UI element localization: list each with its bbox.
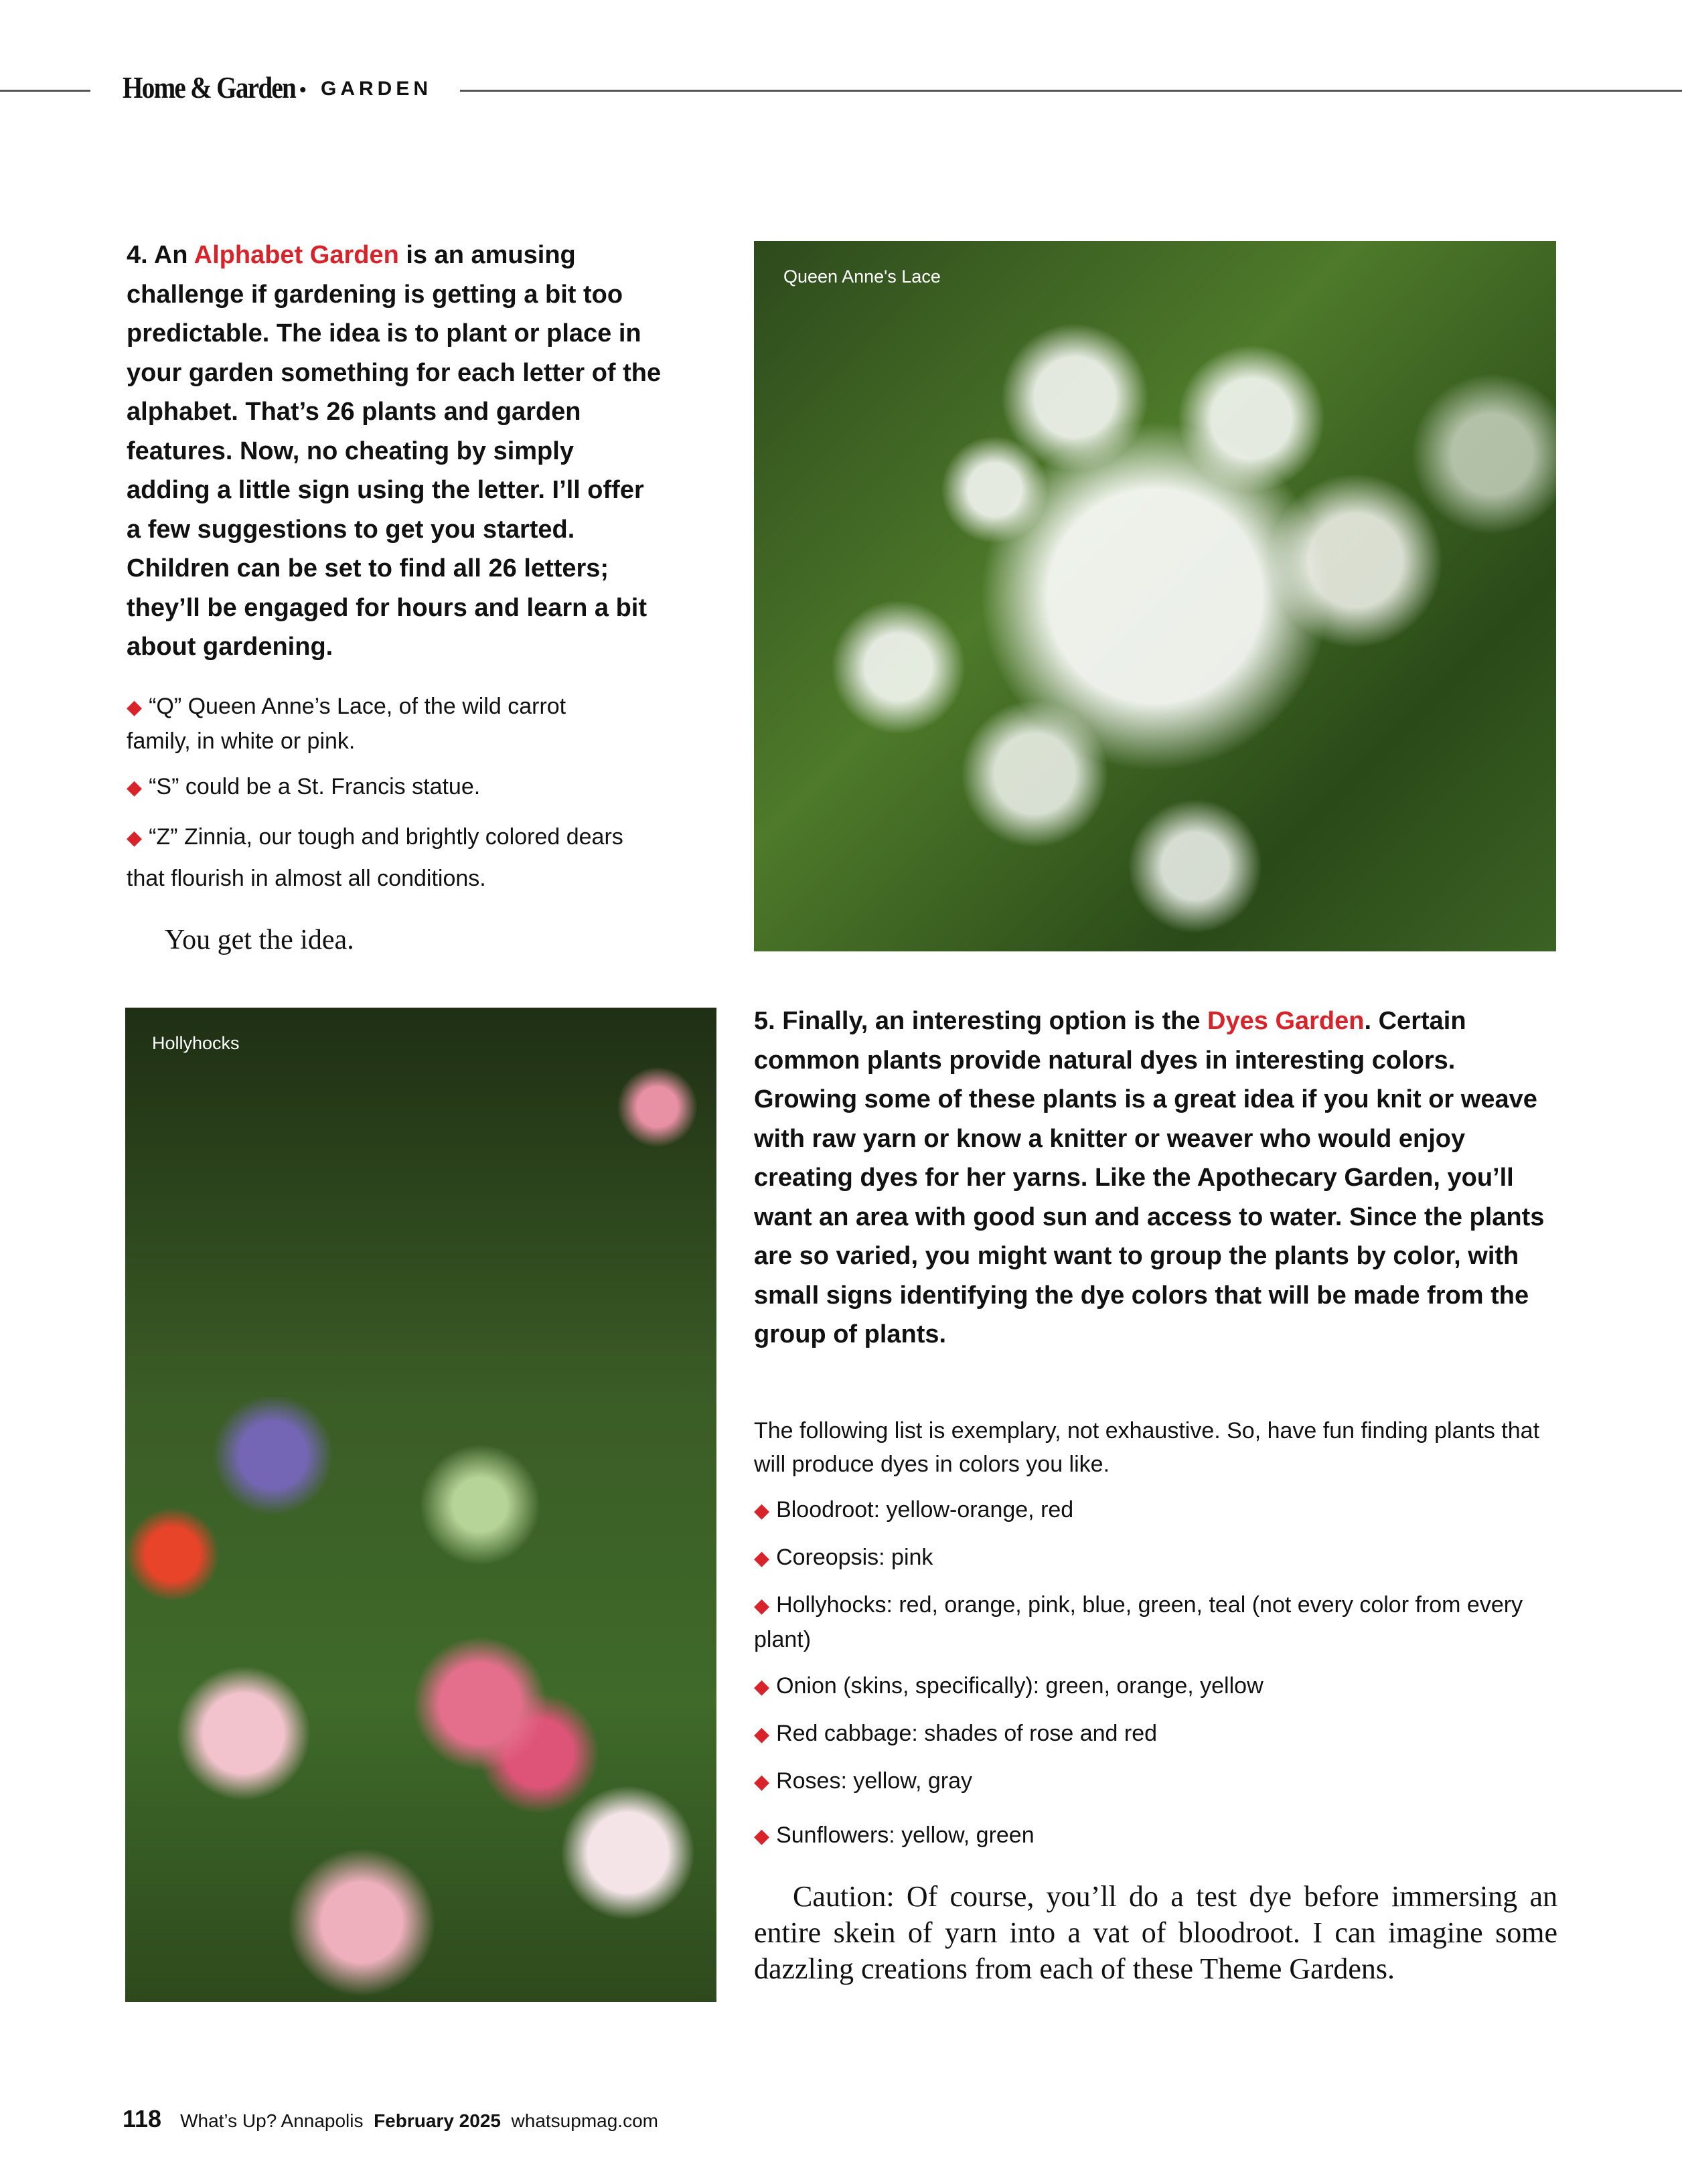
alphabet-garden-lead: [127, 236, 662, 667]
page-number: 118: [123, 2105, 162, 2132]
bullet-text: “Z” Zinnia, our tough and brightly colored dears that flourish in almost all conditions.: [127, 824, 623, 891]
bullet-text: Hollyhocks: red, orange, pink, blue, green, teal (not every color from every plant): [754, 1592, 1523, 1652]
lead-text: 4. An: [127, 241, 194, 269]
diamond-bullet-icon: ◆: [754, 1500, 770, 1522]
list-item: [127, 690, 635, 758]
list-item: [127, 770, 635, 805]
list-item: [754, 1493, 1557, 1528]
header-separator: •: [299, 79, 307, 101]
bullet-text: “Q” Queen Anne’s Lace, of the wild carrot family, in white or pink.: [127, 694, 566, 754]
magazine-logo: Home & Garden: [123, 70, 296, 104]
photo-caption: Hollyhocks: [152, 1033, 240, 1053]
bullet-text: Bloodroot: yellow-orange, red: [776, 1497, 1074, 1523]
dyes-garden-lead: [754, 1002, 1564, 1354]
list-item: [754, 1764, 1557, 1799]
list-item: [754, 1541, 1557, 1575]
diamond-bullet-icon: ◆: [127, 777, 143, 799]
diamond-bullet-icon: ◆: [754, 1723, 770, 1745]
issue-date: February 2025: [374, 2110, 501, 2131]
bullet-text: Roses: yellow, gray: [776, 1768, 972, 1794]
photo-caption: Queen Anne's Lace: [783, 266, 941, 287]
diamond-bullet-icon: ◆: [754, 1595, 770, 1617]
diamond-bullet-icon: ◆: [754, 1771, 770, 1793]
diamond-bullet-icon: ◆: [754, 1547, 770, 1569]
alphabet-bullet-list: [127, 690, 635, 899]
hollyhocks-photo: [125, 1008, 716, 2002]
diamond-bullet-icon: ◆: [754, 1676, 770, 1698]
caution-paragraph: Caution: Of course, you’ll do a test dye before immersing an entire skein of yarn into a vat of bloodroot. I can imagine some dazzling creations from each of these Theme Gardens.: [754, 1880, 1557, 1985]
lead-highlight: Dyes Garden: [1207, 1007, 1365, 1035]
list-item: [754, 1588, 1557, 1656]
closing-line: You get the idea.: [165, 925, 354, 955]
dyes-intro: The following list is exemplary, not exhaustive. So, have fun finding plants that will produce dyes in colors you like.: [754, 1418, 1540, 1477]
list-item: [754, 1717, 1557, 1751]
bullet-text: Red cabbage: shades of rose and red: [776, 1721, 1158, 1746]
bullet-text: Coreopsis: pink: [776, 1545, 933, 1570]
lead-text: 5. Finally, an interesting option is the: [754, 1007, 1208, 1035]
dye-plant-list: [754, 1493, 1557, 1853]
magazine-name: What’s Up? Annapolis: [180, 2110, 364, 2131]
queen-annes-lace-photo: [754, 241, 1556, 951]
lead-highlight: Alphabet Garden: [194, 241, 399, 269]
diamond-bullet-icon: ◆: [127, 696, 143, 718]
diamond-bullet-icon: ◆: [127, 827, 143, 849]
lead-text: is an amusing challenge if gardening is getting a bit too predictable. The idea is to plant or place in your garden something for each letter of the alphabet. That’s 26 plants and garden features. Now, no cheating by simply adding a little sign using the letter. I’ll offer a few suggestions to get you started. Children can be set to find all 26 letters; they’ll be engaged for hours and learn a bit about gardening.: [127, 241, 662, 661]
website[interactable]: whatsupmag.com: [511, 2110, 658, 2131]
diamond-bullet-icon: ◆: [754, 1825, 770, 1847]
header-rule-left: [0, 90, 90, 92]
section-label: GARDEN: [321, 78, 433, 100]
bullet-text: Onion (skins, specifically): green, orange, yellow: [776, 1673, 1264, 1699]
bullet-text: Sunflowers: yellow, green: [776, 1822, 1035, 1848]
bullet-text: “S” could be a St. Francis statue.: [149, 774, 481, 799]
header-rule-right: [460, 90, 1682, 92]
lead-text: . Certain common plants provide natural dyes in interesting colors. Growing some of these plants is a great idea if you knit or weave with raw yarn or know a knitter or weaver who would enjoy creating dyes for her yarns. Like the Apothecary Garden, you’ll want an area with good sun and access to water. Since the plants are so varied, you might want to group the plants by color, with small signs identifying the dye colors that will be made from the group of plants.: [754, 1007, 1545, 1348]
page-footer: [123, 2105, 658, 2133]
list-item: [754, 1669, 1557, 1704]
list-item: [127, 817, 635, 899]
list-item: [754, 1818, 1557, 1853]
